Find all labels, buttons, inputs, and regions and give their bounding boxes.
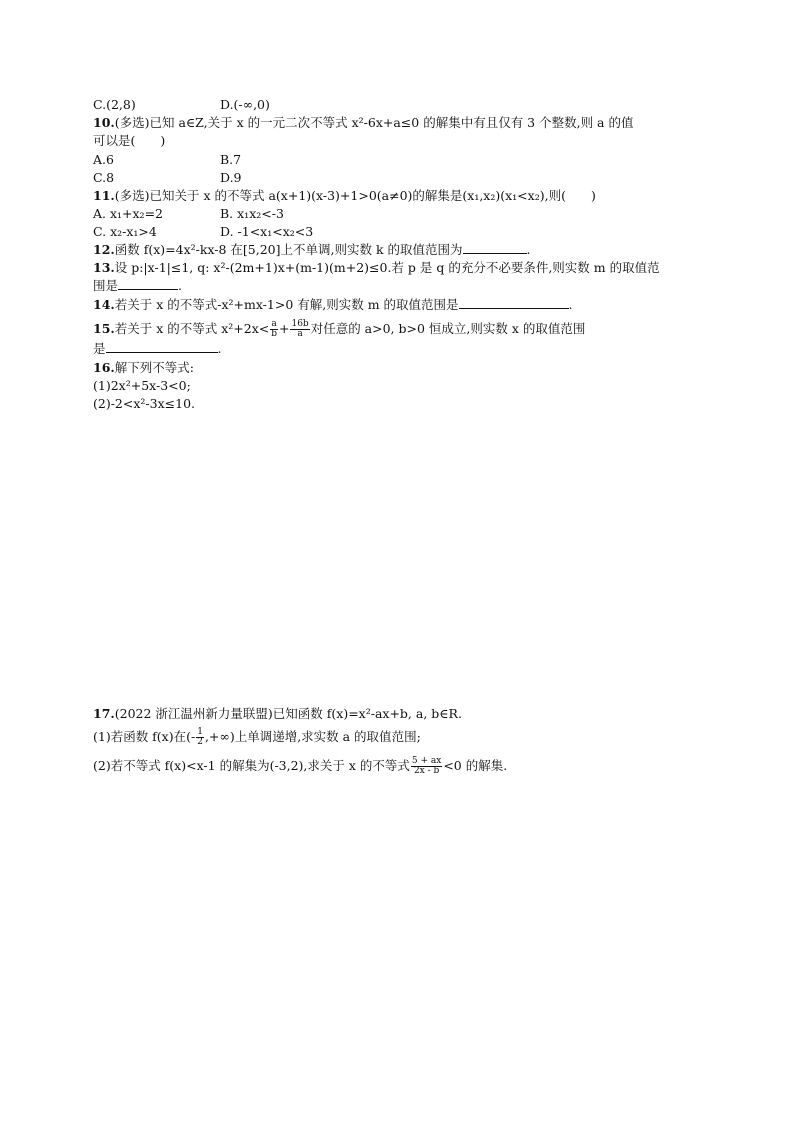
q11-stem	[93, 187, 596, 205]
q15-plus: +	[279, 321, 290, 336]
q17-frac-numerator: 5 + ax	[411, 756, 442, 766]
q13-stem-cont	[93, 277, 182, 295]
q13-end: .	[178, 278, 182, 293]
q15-text-post: 对任意的 a>0, b>0 恒成立,则实数 x 的取值范围	[310, 321, 586, 336]
q9-option-c: C.(2,8)	[93, 97, 136, 112]
q17-half-numerator: 1	[197, 727, 203, 737]
q9-options-row	[93, 96, 270, 114]
q17-part1-pre: (1)若函数 f(x)在(-	[93, 729, 196, 744]
q13-text-cont: 围是	[93, 278, 119, 293]
q10-option-d: D.9	[220, 170, 242, 185]
q15-f2-denominator: a	[297, 329, 303, 339]
q17-part2	[93, 757, 507, 776]
q10-options-row2	[93, 169, 242, 187]
q17-frac-denominator: 2x - b	[413, 766, 440, 776]
q17-number: 17.	[93, 706, 115, 721]
q14-answer-blank[interactable]	[459, 296, 569, 309]
q17-part2-post: <0 的解集.	[443, 758, 508, 773]
q15-f1-denominator: b	[271, 329, 277, 339]
q12-answer-blank[interactable]	[463, 241, 527, 254]
q15-text-cont: 是	[93, 341, 106, 356]
q17-part2-pre: (2)若不等式 f(x)<x-1 的解集为(-3,2),求关于 x 的不等式	[93, 758, 410, 773]
q15-stem-cont	[93, 340, 222, 358]
q16-part1: (1)2x²+5x-3<0;	[93, 378, 191, 393]
q15-f2-numerator: 16b	[291, 319, 309, 329]
q13-answer-blank[interactable]	[118, 277, 178, 290]
q13-text: 设 p:|x-1|≤1, q: x²-(2m+1)x+(m-1)(m+2)≤0.若 p 是 q 的充分不必要条件,则实数 m 的取值范	[114, 260, 660, 275]
q17-part1-post: ,+∞)上单调递增,求实数 a 的取值范围;	[204, 729, 421, 744]
q15-end: .	[217, 341, 222, 356]
q10-option-c: C.8	[93, 170, 115, 185]
q10-stem	[93, 114, 633, 132]
q11-text: (多选)已知关于 x 的不等式 a(x+1)(x-3)+1>0(a≠0)的解集是(x₁,x₂)(x₁<x₂),则( )	[114, 188, 596, 203]
q10-option-b: B.7	[220, 152, 242, 167]
q11-options-row2	[93, 223, 314, 241]
q17-fraction-inequality	[411, 757, 442, 776]
q9-option-d: D.(-∞,0)	[220, 97, 270, 112]
q17-fraction-half	[196, 728, 204, 747]
q15-stem	[93, 320, 585, 339]
q13-number: 13.	[93, 260, 115, 275]
q15-text-pre: 若关于 x 的不等式 x²+2x<	[114, 321, 270, 336]
q14-text: 若关于 x 的不等式-x²+mx-1>0 有解,则实数 m 的取值范围是	[114, 297, 459, 312]
q15-fraction-a-over-b	[270, 320, 278, 339]
q10-options-row1	[93, 151, 242, 169]
q15-number: 15.	[93, 321, 115, 336]
q17-half-denominator: 2	[197, 737, 203, 747]
q11-option-d: D. -1<x₁<x₂<3	[220, 224, 314, 239]
q13-stem	[93, 259, 660, 277]
q12-text: 函数 f(x)=4x²-kx-8 在[5,20]上不单调,则实数 k 的取值范围为	[114, 242, 463, 257]
q11-options-row1	[93, 205, 284, 223]
q10-text: (多选)已知 a∈Z,关于 x 的一元二次不等式 x²-6x+a≤0 的解集中有且仅有 3 个整数,则 a 的值	[114, 115, 634, 130]
q14-stem	[93, 296, 573, 314]
q15-answer-blank[interactable]	[106, 340, 218, 353]
q15-fraction-16b-over-a	[290, 320, 309, 339]
q11-option-c: C. x₂-x₁>4	[93, 224, 157, 239]
q12-end: .	[526, 242, 531, 257]
q10-number: 10.	[93, 115, 115, 130]
q14-end: .	[568, 297, 573, 312]
q14-number: 14.	[93, 297, 115, 312]
q16-number: 16.	[93, 360, 115, 375]
q16-text: 解下列不等式:	[114, 360, 194, 375]
q10-option-a: A.6	[93, 152, 114, 167]
q17-text: (2022 浙江温州新力量联盟)已知函数 f(x)=x²-ax+b, a, b∈R.	[114, 706, 462, 721]
q10-stem-cont: 可以是( )	[93, 133, 166, 148]
q16-part2: (2)-2<x²-3x≤10.	[93, 396, 195, 411]
q12-number: 12.	[93, 242, 115, 257]
q15-f1-numerator: a	[271, 319, 277, 329]
q11-option-a: A. x₁+x₂=2	[93, 206, 163, 221]
q11-number: 11.	[93, 188, 115, 203]
q11-option-b: B. x₁x₂<-3	[220, 206, 284, 221]
q17-part1	[93, 728, 421, 747]
q16-stem	[93, 359, 194, 377]
q12-stem	[93, 241, 530, 259]
q17-stem	[93, 705, 462, 723]
